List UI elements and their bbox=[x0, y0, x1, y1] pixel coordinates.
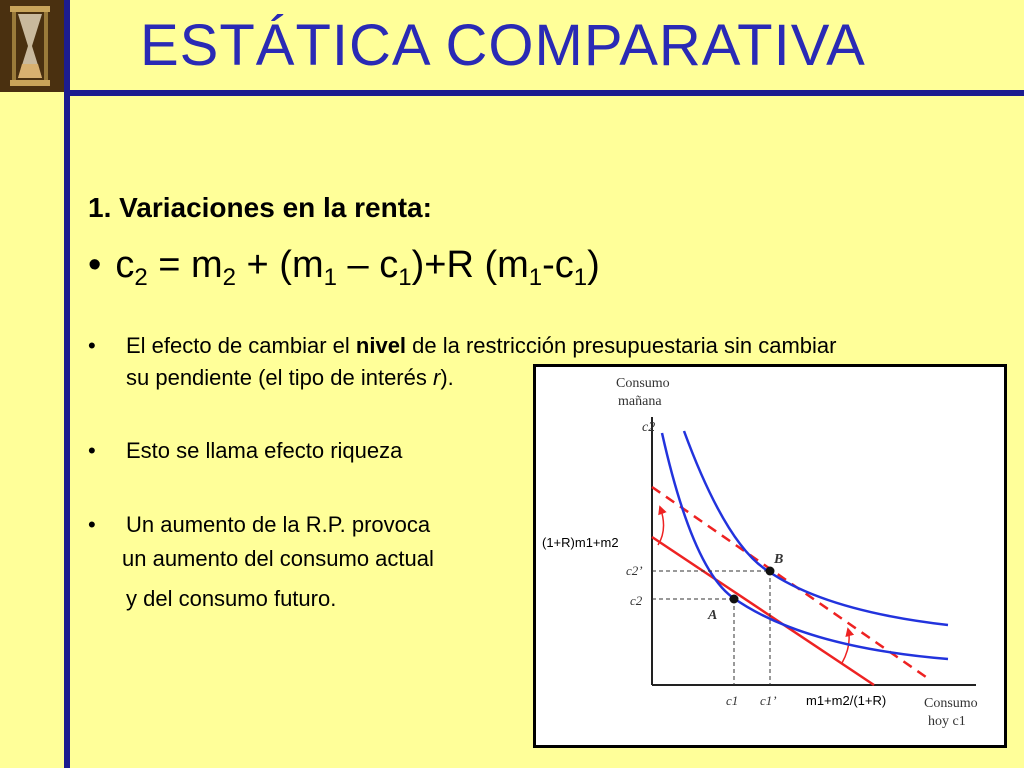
bullet-text bbox=[126, 330, 836, 362]
wealth-effect-chart bbox=[533, 364, 1007, 748]
bullet-continuation: un aumento del consumo actual bbox=[122, 546, 434, 571]
point-b bbox=[766, 567, 775, 576]
bullet-text-part: su pendiente (el tipo de interés bbox=[126, 365, 433, 390]
bullet-dot: • bbox=[88, 438, 96, 463]
formula-sub: 1 bbox=[528, 264, 543, 291]
hourglass-logo bbox=[0, 0, 66, 92]
bullet-text-part: ). bbox=[440, 365, 454, 390]
chart-svg bbox=[536, 367, 1004, 745]
indifference-curve-a bbox=[662, 433, 948, 659]
formula-bullet: • bbox=[88, 244, 102, 286]
formula-part: ) bbox=[587, 244, 600, 286]
bullet-item-aumento bbox=[88, 509, 508, 543]
bullet-item-riqueza bbox=[88, 435, 488, 469]
slide-title: ESTÁTICA COMPARATIVA bbox=[140, 13, 866, 78]
bullet-text: Esto se llama efecto riqueza bbox=[126, 438, 403, 463]
shift-arrow-up bbox=[658, 507, 664, 545]
x-axis-title-2: hoy c1 bbox=[928, 714, 966, 729]
left-sidebar bbox=[0, 0, 66, 768]
formula-sub: 1 bbox=[573, 264, 588, 291]
formula-sub: 2 bbox=[222, 264, 236, 291]
bullet-text: Un aumento de la R.P. provoca bbox=[126, 512, 431, 537]
annotation-y-intercept: (1+R)m1+m2 bbox=[542, 535, 619, 550]
vertical-rule bbox=[64, 0, 70, 768]
bullet-dot: • bbox=[88, 333, 96, 358]
bullet-text-part: El efecto de cambiar el bbox=[126, 333, 356, 358]
point-a bbox=[730, 595, 739, 604]
tick-y-c2-prime: c2’ bbox=[626, 563, 643, 578]
formula-sub: 2 bbox=[134, 264, 148, 291]
y-axis-var: c2 bbox=[642, 420, 656, 435]
budget-line-original bbox=[652, 537, 874, 685]
tick-y-c2: c2 bbox=[630, 593, 643, 608]
tick-x-c1: c1 bbox=[726, 693, 739, 708]
bullet-continuation: y del consumo futuro. bbox=[126, 586, 337, 611]
formula-line bbox=[88, 244, 600, 291]
formula-part: – c bbox=[336, 244, 399, 286]
formula-part: )+R (m bbox=[411, 244, 529, 286]
formula-part: c bbox=[115, 244, 135, 286]
tick-x-c1-prime: c1’ bbox=[760, 693, 777, 708]
bullet-text-part: de la restricción presupuestaria sin cambiar bbox=[406, 333, 837, 358]
shift-arrow-right bbox=[842, 629, 849, 663]
bullet-text-line2 bbox=[126, 362, 454, 394]
indifference-curve-b bbox=[684, 431, 948, 625]
formula-part: + (m bbox=[236, 244, 324, 286]
point-b-label: B bbox=[774, 552, 784, 567]
formula-part: -c bbox=[542, 244, 574, 286]
formula-sub: 1 bbox=[398, 264, 412, 291]
formula-sub: 1 bbox=[323, 264, 337, 291]
bullet-dot: • bbox=[88, 512, 96, 537]
x-axis-title-1: Consumo bbox=[924, 696, 978, 711]
annotation-x-intercept: m1+m2/(1+R) bbox=[806, 693, 887, 708]
budget-line-shifted bbox=[652, 487, 926, 677]
formula-part: = m bbox=[147, 244, 223, 286]
bullet-bold: nivel bbox=[355, 333, 407, 358]
y-axis-title-1: Consumo bbox=[616, 376, 670, 391]
point-a-label: A bbox=[708, 608, 718, 623]
y-axis-title-2: mañana bbox=[618, 394, 662, 409]
bullet-italic: r bbox=[432, 365, 441, 390]
section-heading: 1. Variaciones en la renta: bbox=[88, 192, 432, 223]
horizontal-rule bbox=[64, 90, 1024, 96]
